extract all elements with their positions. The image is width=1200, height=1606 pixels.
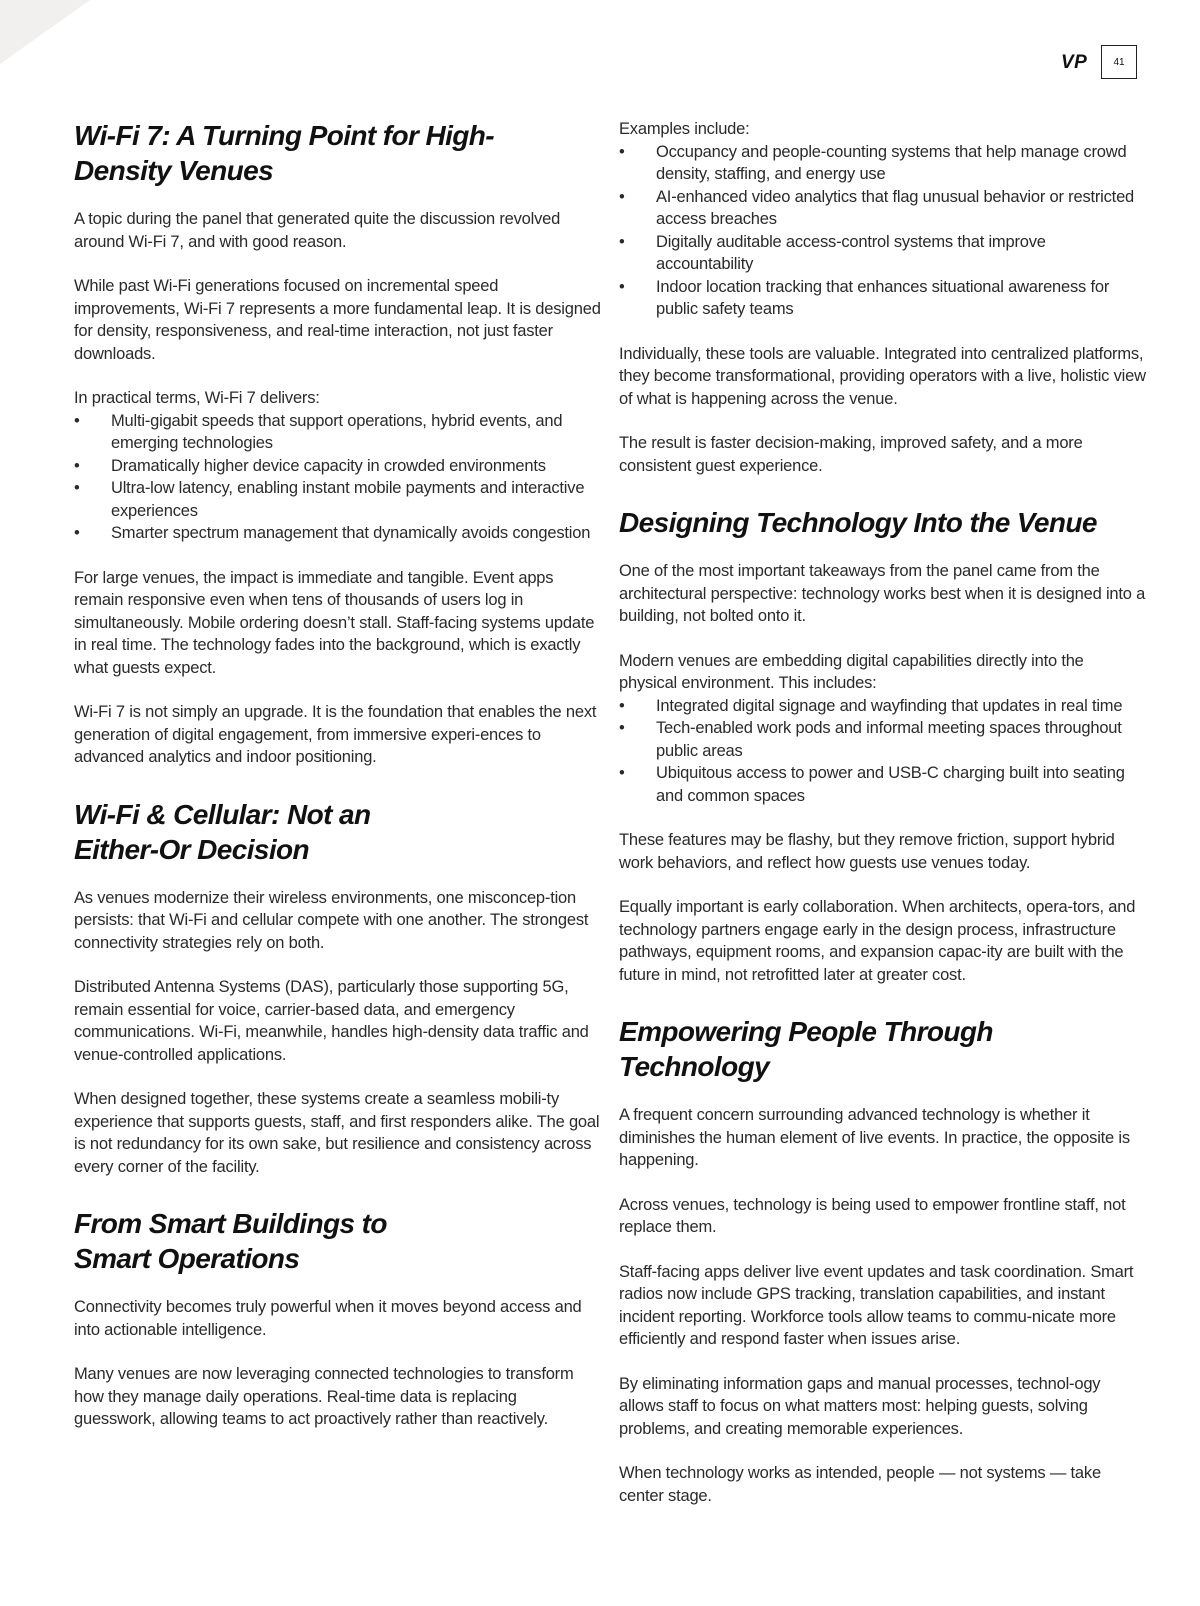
- list-item: • Ultra-low latency, enabling instant mobile payments and interactive experiences: [74, 479, 585, 520]
- list-item: • Smarter spectrum management that dynamically avoids congestion: [74, 524, 591, 542]
- publication-logo: VP: [1061, 52, 1088, 73]
- paragraph: As venues modernize their wireless environments, one misconcep-tion persists: that Wi-Fi and cellular compete with one another. The strongest connectivity strategies rely on both.: [74, 888, 589, 952]
- paragraph: Connectivity becomes truly powerful when it moves beyond access and into actionable intelligence.: [74, 1298, 582, 1339]
- paragraph: Wi-Fi 7 is not simply an upgrade. It is the foundation that enables the next generation of digital engagement, from immersive experi-ences to advanced analytics and indoor positioning.: [74, 703, 597, 766]
- paragraph: One of the most important takeaways from the panel came from the architectural perspective: technology works best when it is designed into a building, not bolted onto it.: [619, 562, 1146, 625]
- list-item: • AI-enhanced video analytics that flag unusual behavior or restricted access breaches: [619, 187, 1135, 228]
- list-item: • Multi-gigabit speeds that support operations, hybrid events, and emerging technologies: [74, 411, 563, 452]
- section-heading-wifi7: Wi-Fi 7: A Turning Point for High-Density Venues: [74, 120, 495, 186]
- paragraph: Distributed Antenna Systems (DAS), particularly those supporting 5G, remain essential for voice, carrier-based data, and emergency communications. Wi-Fi, meanwhile, handles high-density data traffic and venue-controlled applications.: [74, 978, 589, 1064]
- bullet-list: [74, 410, 601, 545]
- paragraph: These features may be flashy, but they remove friction, support hybrid work behaviors, and reflect how guests use venues today.: [619, 831, 1115, 872]
- paragraph: By eliminating information gaps and manual processes, technol-ogy allows staff to focus on what matters most: helping guests, solving problems, and creating memorable experiences.: [619, 1374, 1101, 1438]
- left-column: [74, 118, 601, 1431]
- paragraph: When technology works as intended, people — not systems — take center stage.: [619, 1464, 1101, 1505]
- list-item: • Integrated digital signage and wayfinding that updates in real time: [619, 696, 1123, 715]
- paragraph: Staff-facing apps deliver live event updates and task coordination. Smart radios now include GPS tracking, translation capabilities, and instant incident reporting. Workforce tools allow teams to commu-nicate more efficiently and respond faster when issues arise.: [619, 1262, 1134, 1348]
- list-item: • Indoor location tracking that enhances situational awareness for public safety teams: [619, 277, 1110, 318]
- list-item: • Occupancy and people-counting systems that help manage crowd density, staffing, and energy use: [619, 142, 1127, 183]
- paragraph: Many venues are now leveraging connected technologies to transform how they manage daily operations. Real-time data is replacing guesswork, allowing teams to act proactively rather than reactively.: [74, 1365, 574, 1428]
- paragraph: When designed together, these systems create a seamless mobili-ty experience that supports guests, staff, and first responders alike. The goal is not redundancy for its own sake, but resilience and consistency across every corner of the facility.: [74, 1090, 600, 1176]
- section-heading-empowering-people: Empowering People Through Technology: [619, 1016, 993, 1082]
- paragraph: A frequent concern surrounding advanced technology is whether it diminishes the human element of live events. In practice, the opposite is happening.: [619, 1106, 1130, 1169]
- right-column: [619, 118, 1146, 1507]
- list-item: • Ubiquitous access to power and USB-C charging built into seating and common spaces: [619, 764, 1125, 805]
- paragraph: For large venues, the impact is immediate and tangible. Event apps remain responsive even when tens of thousands of users log in simultaneously. Mobile ordering doesn’t stall. Staff-facing systems update in real time. The technology fades into the background, which is exactly what guests expect.: [74, 568, 595, 677]
- paragraph: The result is faster decision-making, improved safety, and a more consistent guest experience.: [619, 434, 1083, 475]
- corner-decoration: [0, 0, 90, 64]
- list-item: • Tech-enabled work pods and informal meeting spaces throughout public areas: [619, 719, 1122, 760]
- section-heading-smart-operations: From Smart Buildings to Smart Operations: [74, 1208, 387, 1274]
- paragraph: Equally important is early collaboration. When architects, opera-tors, and technology partners engage early in the design process, infrastructure pathways, equipment rooms, and expansion capac-ity are built with the future in mind, not retrofitted later at greater cost.: [619, 898, 1136, 984]
- bullet-list: [619, 695, 1146, 808]
- section-heading-designing-technology: Designing Technology Into the Venue: [619, 507, 1097, 538]
- section-heading-wifi-cellular: Wi-Fi & Cellular: Not an Either-Or Decision: [74, 798, 371, 865]
- list-item: • Dramatically higher device capacity in crowded environments: [74, 456, 546, 475]
- paragraph: Modern venues are embedding digital capabilities directly into the physical environment. This includes:: [619, 651, 1084, 692]
- bullet-list: [619, 141, 1146, 321]
- paragraph: A topic during the panel that generated quite the discussion revolved around Wi-Fi 7, and with good reason.: [74, 210, 561, 251]
- list-item: • Digitally auditable access-control systems that improve accountability: [619, 232, 1046, 273]
- paragraph: Across venues, technology is being used to empower frontline staff, not replace them.: [619, 1195, 1126, 1236]
- paragraph: Individually, these tools are valuable. Integrated into centralized platforms, they become transformational, providing operators with a live, holistic view of what is happening across the venue.: [619, 344, 1146, 408]
- paragraph: Examples include:: [619, 120, 750, 138]
- page-number: 41: [1101, 45, 1137, 79]
- paragraph: In practical terms, Wi-Fi 7 delivers:: [74, 389, 320, 407]
- paragraph: While past Wi-Fi generations focused on incremental speed improvements, Wi-Fi 7 represents a more fundamental leap. It is designed for density, responsiveness, and real-time interaction, not just faster downloads.: [74, 277, 601, 363]
